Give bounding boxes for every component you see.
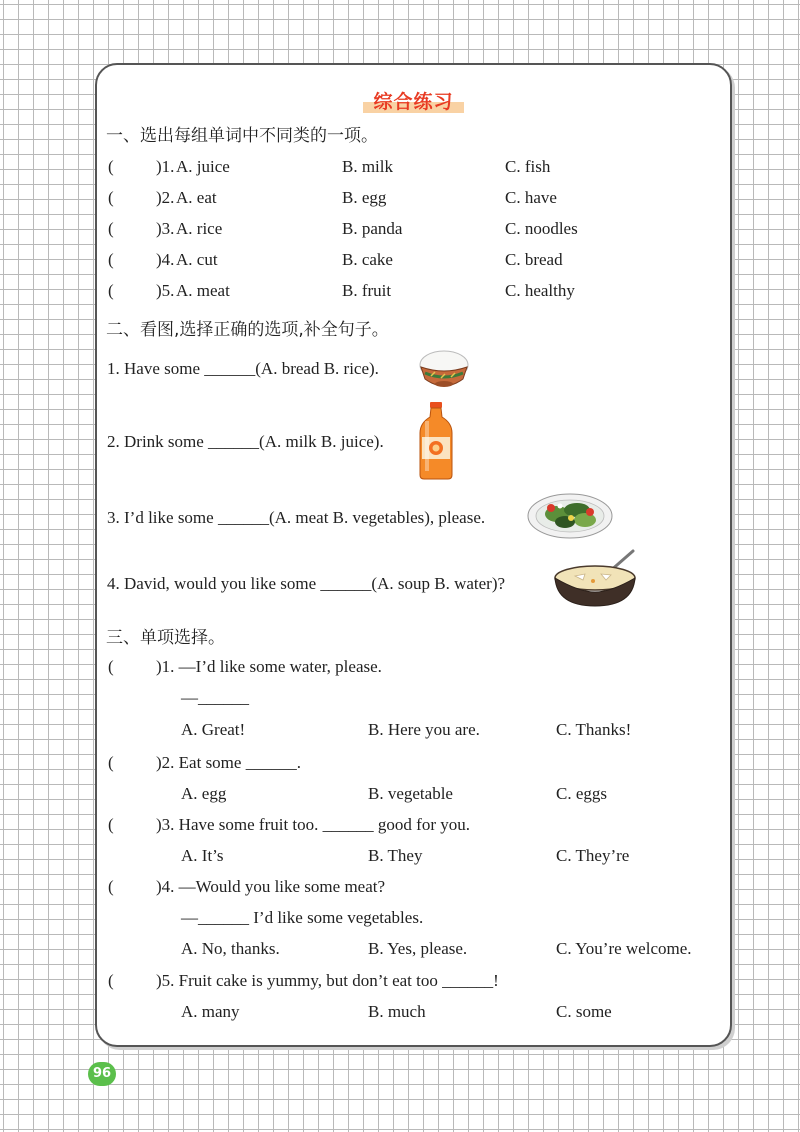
option-a: A. many <box>181 1002 240 1021</box>
option-b: B. Yes, please. <box>368 939 468 958</box>
question-number: )2. <box>156 188 175 207</box>
s2-sentence-2: 2. Drink some ______(A. milk B. juice). <box>107 432 384 451</box>
question-number: )4. <box>156 250 175 269</box>
option-c: C. You’re welcome. <box>556 939 692 958</box>
option-a: A. No, thanks. <box>181 939 280 958</box>
option-a: A. rice <box>176 219 223 238</box>
option-c: C. healthy <box>505 281 575 300</box>
s3-question-1-reply <box>97 688 730 712</box>
juice-bottle-icon <box>416 401 456 481</box>
answer-blank[interactable]: ( <box>108 219 114 238</box>
s3-question-2-options <box>97 784 730 808</box>
question-number: )1. <box>156 157 175 176</box>
option-b: B. They <box>368 846 423 865</box>
s1-question-1 <box>97 157 730 181</box>
option-b: B. fruit <box>342 281 392 300</box>
option-c: C. They’re <box>556 846 630 865</box>
s1-question-2 <box>97 188 730 212</box>
option-a: A. eat <box>176 188 217 207</box>
option-c: C. eggs <box>556 784 607 803</box>
question-number: )5. <box>156 281 175 300</box>
rice-bowl-icon <box>417 345 471 391</box>
answer-blank[interactable]: ( <box>108 657 114 676</box>
reply-line: —______ I’d like some vegetables. <box>181 908 424 927</box>
worksheet-page <box>95 63 732 1047</box>
question-stem: )4. —Would you like some meat? <box>156 877 386 896</box>
s3-question-1 <box>97 657 730 681</box>
s1-question-3 <box>97 219 730 243</box>
option-b: B. Here you are. <box>368 720 480 739</box>
s3-question-5-options <box>97 1002 730 1026</box>
option-b: B. cake <box>342 250 393 269</box>
s2-sentence-3: 3. I’d like some ______(A. meat B. vegetables), please. <box>107 508 486 527</box>
option-c: C. Thanks! <box>556 720 632 739</box>
s3-question-1-options <box>97 720 730 744</box>
option-a: A. egg <box>181 784 227 803</box>
option-b: B. egg <box>342 188 387 207</box>
option-c: C. noodles <box>505 219 578 238</box>
question-stem: )3. Have some fruit too. ______ good for you. <box>156 815 470 834</box>
page-number-badge: 96 <box>88 1062 116 1086</box>
question-stem: )5. Fruit cake is yummy, but don’t eat too ______! <box>156 971 499 990</box>
answer-blank[interactable]: ( <box>108 281 114 300</box>
question-stem: )2. Eat some ______. <box>156 753 301 772</box>
option-c: C. some <box>556 1002 612 1021</box>
answer-blank[interactable]: ( <box>108 877 114 896</box>
option-b: B. panda <box>342 219 403 238</box>
answer-blank[interactable]: ( <box>108 815 114 834</box>
page-title <box>97 87 730 114</box>
reply-line: —______ <box>181 688 249 707</box>
s1-question-4 <box>97 250 730 274</box>
s3-question-4 <box>97 877 730 901</box>
option-a: A. cut <box>176 250 218 269</box>
option-c: C. fish <box>505 157 551 176</box>
section2-heading: 二、看图,选择正确的选项,补全句子。 <box>106 320 389 340</box>
answer-blank[interactable]: ( <box>108 157 114 176</box>
s3-question-5 <box>97 971 730 995</box>
question-number: )3. <box>156 219 175 238</box>
option-a: A. juice <box>176 157 230 176</box>
s3-question-3-options <box>97 846 730 870</box>
answer-blank[interactable]: ( <box>108 971 114 990</box>
s3-question-3 <box>97 815 730 839</box>
option-a: A. It’s <box>181 846 224 865</box>
answer-blank[interactable]: ( <box>108 188 114 207</box>
section3-heading: 三、单项选择。 <box>106 628 225 648</box>
section1-heading: 一、选出每组单词中不同类的一项。 <box>106 126 378 146</box>
s3-question-2 <box>97 753 730 777</box>
option-c: C. have <box>505 188 557 207</box>
salad-plate-icon <box>527 488 613 540</box>
option-c: C. bread <box>505 250 563 269</box>
option-a: A. Great! <box>181 720 246 739</box>
option-a: A. meat <box>176 281 230 300</box>
s1-question-5 <box>97 281 730 305</box>
answer-blank[interactable]: ( <box>108 250 114 269</box>
soup-bowl-icon <box>551 548 641 610</box>
answer-blank[interactable]: ( <box>108 753 114 772</box>
s2-sentence-4: 4. David, would you like some ______(A. soup B. water)? <box>107 574 506 593</box>
s3-question-4-options <box>97 939 730 963</box>
option-b: B. vegetable <box>368 784 453 803</box>
question-stem: )1. —I’d like some water, please. <box>156 657 382 676</box>
option-b: B. much <box>368 1002 426 1021</box>
s2-sentence-1: 1. Have some ______(A. bread B. rice). <box>107 359 379 378</box>
page-title-text: 综合练习 <box>363 91 463 115</box>
option-b: B. milk <box>342 157 394 176</box>
s3-question-4-reply <box>97 908 730 932</box>
